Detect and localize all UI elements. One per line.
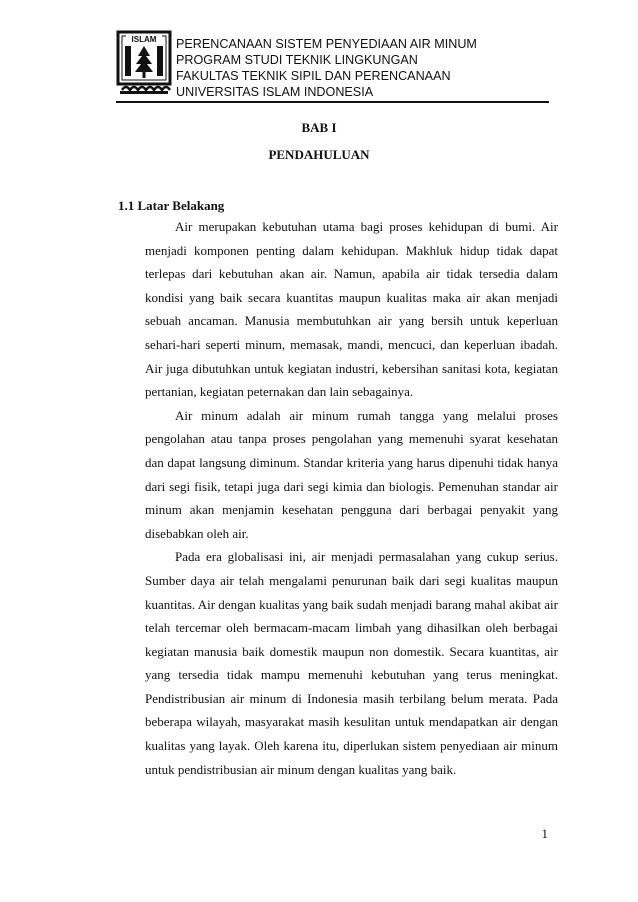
header-line: PERENCANAAN SISTEM PENYEDIAAN AIR MINUM (176, 37, 477, 51)
header-line: PROGRAM STUDI TEKNIK LINGKUNGAN (176, 53, 418, 67)
chapter-title: PENDAHULUAN (268, 147, 370, 162)
university-logo (116, 30, 172, 98)
paragraph-text: Air merupakan kebutuhan utama bagi proses kehidupan di bumi. Air menjadi komponen penting dalam kehidupan. Makhluk hidup tidak dapat terlepas dari kebutuhan akan air. Namun, apabila air tidak tersedia dalam kondisi yang baik secara kuantitas maupun kualitas maka air akan menjadi sebuah ancaman. Manusia membutuhkan air yang bersih untuk keperluan sehari-hari seperti minum, memasak, mandi, mencuci, dan keperluan ibadah. Air juga dibutuhkan untuk kegiatan industri, kebersihan sanitasi kota, kegiatan pertanian, kegiatan peternakan dan lain sebagainya. (145, 219, 558, 400)
page-number: 1 (541, 826, 548, 841)
chapter-number: BAB I (301, 120, 337, 135)
paragraph-text: Air minum adalah air minum rumah tangga yang melalui proses pengolahan atau tanpa proses pengolahan yang memenuhi syarat kesehatan dan dapat langsung diminum. Standar kriteria yang harus dipenuhi tidak hanya dari segi fisik, tetapi juga dari segi kimia dan biologis. Pemenuhan standar air minum akan menjamin kesehatan pengguna dari berbagai penyakit yang disebabkan oleh air. (145, 407, 558, 541)
paragraph-text: Pada era globalisasi ini, air menjadi permasalahan yang cukup serius. Sumber daya air telah mengalami penurunan baik dari segi kualitas maupun kuantitas. Air dengan kualitas yang baik sudah menjadi barang mahal akibat air telah tercemar oleh bermacam-macam limbah yang dihasilkan oleh berbagai kegiatan manusia baik domestik maupun non domestik. Secara kuantitas, air yang tersedia tidak mampu memenuhi kebutuhan yang terus meningkat. Pendistribusian air minum di Indonesia masih terbilang belum merata. Pada beberapa wilayah, masyarakat masih kesulitan untuk mendapatkan air dengan kualitas yang layak. Oleh karena itu, diperlukan sistem penyediaan air minum untuk pendistribusian air minum dengan kualitas yang baik. (145, 549, 558, 777)
paragraph (145, 215, 558, 404)
header-text (176, 36, 477, 100)
paragraph (145, 404, 558, 546)
paragraph (145, 545, 558, 781)
header-line: FAKULTAS TEKNIK SIPIL DAN PERENCANAAN (176, 69, 451, 83)
section-heading: 1.1 Latar Belakang (118, 198, 225, 213)
header-line: UNIVERSITAS ISLAM INDONESIA (176, 85, 374, 99)
document-header (116, 30, 550, 100)
svg-text:ISLAM: ISLAM (131, 35, 157, 44)
header-divider (116, 101, 549, 103)
body-text (145, 215, 558, 781)
